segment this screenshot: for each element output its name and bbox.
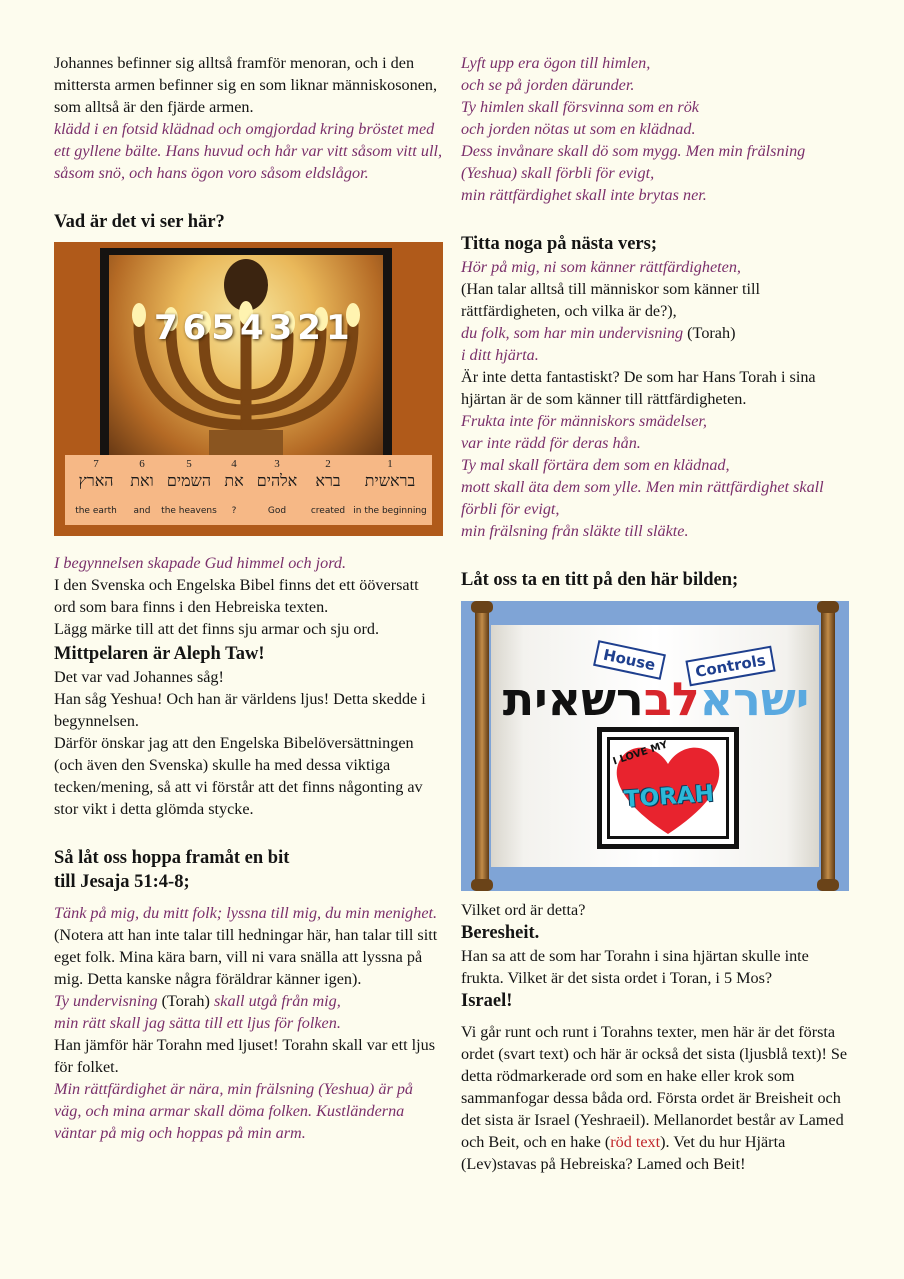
- heading-look-at-picture: Låt oss ta en titt på den här bilden;: [461, 570, 739, 590]
- word-4: 4 את ?: [224, 458, 244, 516]
- rod-cap: [817, 601, 839, 613]
- paragraph-john-saw: Det var vad Johannes såg!: [54, 668, 224, 686]
- quote-line-7: Hör på mig, ni som känner rättfärdigheten,: [461, 258, 741, 276]
- word-2: 2 ברא created: [310, 458, 346, 516]
- paragraph-fantastic: Är inte detta fantastiskt? De som har Hans Torah i sina hjärtan är de som känner till rättfärdigheten.: [461, 368, 816, 408]
- paragraph-last-word: Han sa att de som har Torahn i sina hjärtan skulle inte frukta. Vilket är det sista ordet i Toran, i 5 Mos?: [461, 947, 809, 987]
- rod-cap: [471, 879, 493, 891]
- controls-label: Controls: [685, 646, 775, 687]
- quote-line-13: mott skall äta dem som ylle. Men min rättfärdighet skall förbli för evigt,: [461, 478, 824, 518]
- torah-scroll-image: [461, 601, 849, 891]
- house-label: House: [593, 640, 666, 680]
- quote-line-10: Frukta inte för människors smädelser,: [461, 412, 707, 430]
- paragraph-which-word: Vilket ord är detta?: [461, 901, 586, 919]
- quote-line-9: i ditt hjärta.: [461, 346, 539, 364]
- paragraph-yeshua-light: Han såg Yeshua! Och han är världens ljus! Detta skedde i begynnelsen.: [54, 690, 426, 730]
- paragraph-translation-wish: Därför önskar jag att den Engelska Bibelöversättningen (och även den Svenska) skulle ha med dessa viktiga tecken/mening, så att vi förstår att det finns någonting av stor vikt i detta glömda stycke.: [54, 734, 423, 818]
- paragraph-round-and-round: Vi går runt och runt i Torahns texter, men här är det första ordet (svart text) och här är också det sista (ljusblå text)! Se detta rödmarkerade ord som en hake eller krok som sammanfogar dessa båda ord. Första ordet är Breisheit och det sista är Israel (Yeshraeil). Mellanordet består av Lamed och Beit, och en hake (röd text). Vet du hur Hjärta (Lev)stavas på Hebreiska? Lamed och Beit!: [461, 1023, 848, 1173]
- quote-line-8: du folk, som har min undervisning (Torah): [461, 324, 736, 342]
- scroll-hebrew-text: ישראלברשאית: [502, 672, 810, 726]
- heading-what-do-we-see: Vad är det vi ser här?: [54, 212, 225, 232]
- torah-text: TORAH: [623, 780, 715, 814]
- love-text: I LOVE MY: [611, 739, 670, 768]
- quote-isaiah-3: min rätt skall jag sätta till ett ljus för folken.: [54, 1014, 341, 1032]
- scroll-rod-left: [475, 605, 489, 887]
- rod-cap: [817, 879, 839, 891]
- heading-next-verse: Titta noga på nästa vers;: [461, 234, 657, 254]
- paragraph-seven-arms: Lägg märke till att det finns sju armar och sju ord.: [54, 620, 380, 638]
- quote-genesis: I begynnelsen skapade Gud himmel och jord.: [54, 554, 347, 572]
- left-column: [54, 52, 444, 1144]
- word-5: 5 השמים the heavens: [161, 458, 217, 516]
- menorah-image: [54, 242, 443, 536]
- word-1: 1 בראשית in the beginning: [353, 458, 427, 516]
- quote-line-1: Lyft upp era ögon till himlen,: [461, 54, 651, 72]
- menorah-illustration: [109, 255, 383, 465]
- menorah-numbers: 7654321: [154, 308, 355, 348]
- quote-line-6: min rättfärdighet skall inte brytas ner.: [461, 186, 707, 204]
- quote-line-3: Ty himlen skall försvinna som en rök: [461, 98, 699, 116]
- quote-line-14: min frälsning från släkte till släkte.: [461, 522, 689, 540]
- heading-aleph-taw: Mittpelaren är Aleph Taw!: [54, 644, 265, 664]
- quote-isaiah-1: Tänk på mig, du mitt folk; lyssna till mig, du min menighet.: [54, 904, 438, 922]
- paragraph-untranslated: I den Svenska och Engelska Bibel finns det ett ööversatt ord som bara finns i den Hebreiska texten.: [54, 576, 419, 616]
- quote-line-2: och se på jorden därunder.: [461, 76, 635, 94]
- quote-isaiah-4: Min rättfärdighet är nära, min frälsning (Yeshua) är på väg, och mina armar skall döma folken. Kustländerna väntar på mig och hoppas på min arm.: [54, 1080, 414, 1142]
- word-6: 6 ואת and: [130, 458, 154, 516]
- i-love-torah-box: [597, 727, 739, 849]
- quote-line-12: Ty mal skall förtära dem som en klädnad,: [461, 456, 730, 474]
- intro-paragraph: Johannes befinner sig alltså framför menoran, och i den mittersta armen befinner sig en som liknar människosonen, som alltså är den fjärde armen.: [54, 54, 438, 116]
- right-column: [461, 52, 851, 1175]
- rod-cap: [471, 601, 493, 613]
- scroll-rod-right: [821, 605, 835, 887]
- word-strip: [65, 455, 432, 525]
- paragraph-torah-light: Han jämför här Torahn med ljuset! Torahn skall var ett ljus för folket.: [54, 1036, 436, 1076]
- quote-line-11: var inte rädd för deras hån.: [461, 434, 641, 452]
- paragraph-note-own-people: (Notera att han inte talar till hedningar här, han talar till sitt eget folk. Mina kära barn, vill ni vara snälla att lyssna på mig. Detta kanske några föräldrar känner igen).: [54, 926, 438, 988]
- heading-isaiah: till Jesaja 51:4-8;: [54, 872, 190, 892]
- quote-revelation: klädd i en fotsid klädnad och omgjordad kring bröstet med ett gyllene bälte. Hans huvud och hår var vitt såsom vitt ull, såsom snö, och hans ögon voro såsom eldslågor.: [54, 120, 442, 182]
- word-7: 7 הארץ the earth: [75, 458, 117, 516]
- word-3: 3 אלהים God: [256, 458, 298, 516]
- menorah-painting: [109, 255, 383, 465]
- quote-isaiah-2: Ty undervisning (Torah) skall utgå från mig,: [54, 992, 341, 1010]
- heading-beresheit: Beresheit.: [461, 923, 540, 943]
- paragraph-who-knows: (Han talar alltså till människor som känner till rättfärdigheten, och vilka är de?),: [461, 280, 760, 320]
- heading-jump-forward: Så låt oss hoppa framåt en bit: [54, 848, 290, 868]
- quote-line-4: och jorden nötas ut som en klädnad.: [461, 120, 696, 138]
- heading-israel: Israel!: [461, 991, 513, 1011]
- quote-line-5: Dess invånare skall dö som mygg. Men min frälsning (Yeshua) skall förbli för evigt,: [461, 142, 806, 182]
